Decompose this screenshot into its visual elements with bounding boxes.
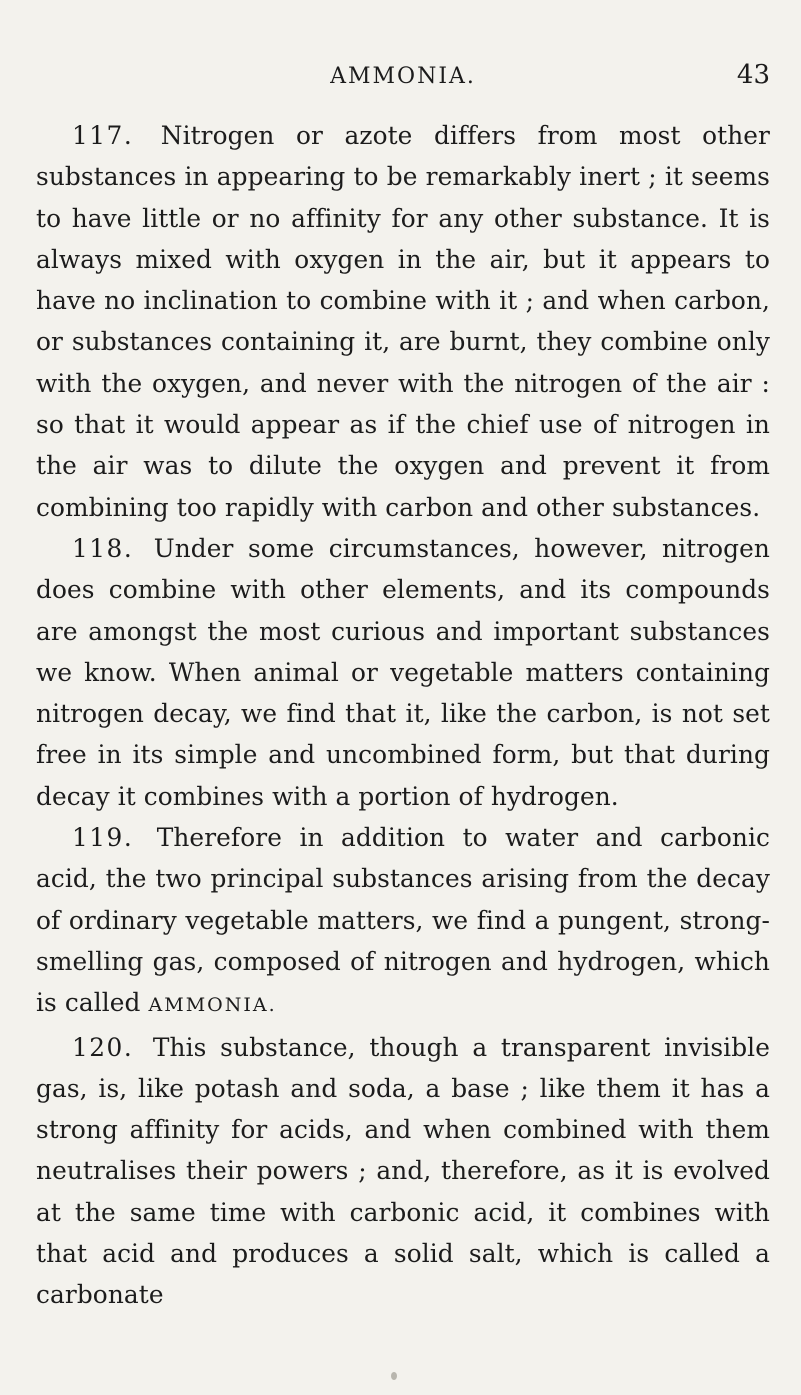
paper-speck [391, 1372, 397, 1380]
running-title: AMMONIA. [330, 64, 476, 89]
paragraph-number: 120. [72, 1032, 134, 1062]
term-ammonia: AMMONIA. [148, 994, 277, 1017]
paragraph-text: Therefore in addition to water and carbonic acid, the two principal substances arising from the decay of ordinary vegetable matters, we find a pungent, strong-smelling gas, composed of nitrogen and hydrogen, which is called [36, 823, 770, 1018]
page-header [36, 60, 770, 98]
page-number: 43 [736, 60, 770, 90]
paragraph-119 [36, 817, 770, 1026]
body-text [36, 115, 770, 1316]
paragraph-120 [36, 1027, 770, 1316]
paragraph-text: Under some circumstances, however, nitrogen does combine with other elements, and its compounds are amongst the most curious and important substances we know. When animal or vegetable matters containing nitrogen decay, we find that it, like the carbon, is not set free in its simple and uncombined form, but that during decay it combines with a portion of hydrogen. [36, 533, 771, 811]
paragraph-text: This substance, though a transparent invisible gas, is, like potash and soda, a base ; like them it has a strong affinity for acids, and when combined with them neutralises their powers ; and, therefore, as it is evolved at the same time with carbonic acid, it combines with that acid and produces a solid salt, which is called a carbonate [36, 1032, 770, 1310]
paragraph-text: Nitrogen or azote differs from most other substances in appearing to be remarkably inert ; it seems to have little or no affinity for any other substance. It is always mixed with oxygen in the air, but it appears to have no inclination to combine with it ; and when carbon, or substances containing it, are burnt, they combine only with the oxygen, and never with the nitrogen of the air : so that it would appear as if the chief use of nitrogen in the air was to dilute the oxygen and prevent it from combining too rapidly with carbon and other substances. [36, 121, 770, 522]
paragraph-117 [36, 115, 770, 528]
paragraph-number: 118. [72, 533, 134, 563]
paragraph-number: 119. [72, 823, 134, 853]
paragraph-118 [36, 528, 770, 817]
paragraph-number: 117. [72, 121, 134, 150]
